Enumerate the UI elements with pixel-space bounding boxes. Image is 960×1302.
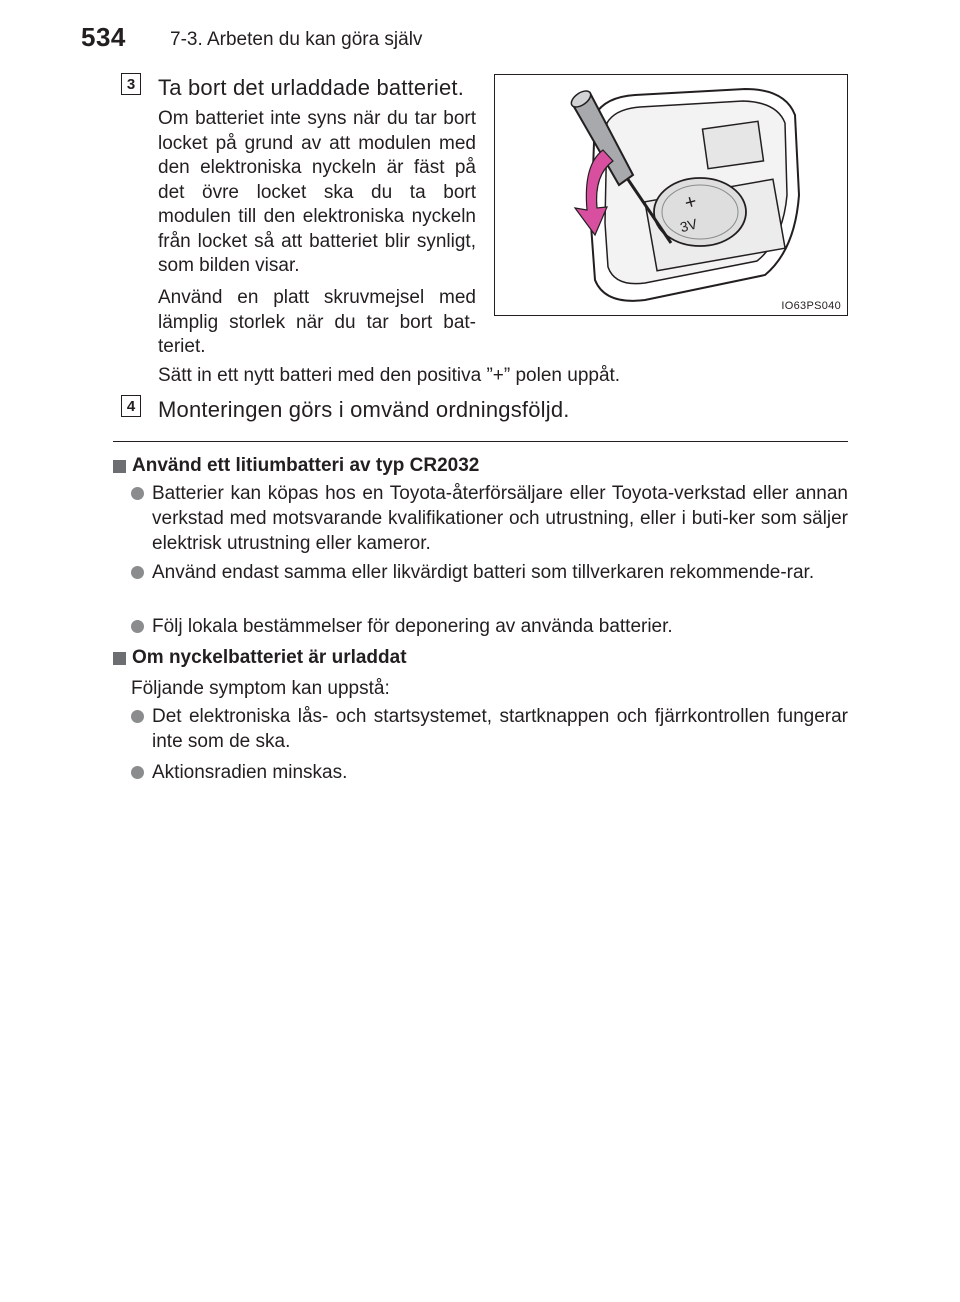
battery-plus-label: + — [682, 190, 700, 215]
note-2-title: Om nyckelbatteriet är urladdat — [132, 647, 407, 668]
dot-bullet-icon — [131, 766, 144, 779]
note-1-title: Använd ett litiumbatteri av typ CR2032 — [132, 455, 480, 476]
bullet-text: Batterier kan köpas hos en Toyota-återförsäljare eller Toyota-verkstad eller annan verkstad med motsvarande kvalifikationer och utrustning, eller i buti-ker som säljer elektrisk utrustning eller kameror. — [152, 483, 848, 554]
square-bullet-icon — [113, 652, 126, 665]
key-module — [702, 121, 763, 168]
note-2-heading — [113, 647, 407, 669]
square-bullet-icon — [113, 460, 126, 473]
note-1-bullet-3 — [131, 614, 848, 639]
step-3-para-1: Om batteriet inte syns när du tar bort locket på grund av att modulen med den elektroniska nyckeln är fäst på det övre locket ska du ta bort modulen till den elektroniska nyckeln från locket så att batteriet blir synligt, som bilden visar. — [158, 108, 476, 276]
battery-removal-figure — [494, 74, 848, 316]
note-1-bullet-1 — [131, 481, 848, 556]
bullet-text: Använd endast samma eller likvärdigt batteri som tillverkaren rekommende-rar. — [152, 562, 815, 583]
step-4-badge: 4 — [121, 395, 141, 417]
battery-voltage-label: 3V — [678, 215, 699, 236]
dot-bullet-icon — [131, 566, 144, 579]
dot-bullet-icon — [131, 487, 144, 500]
figure-code: IO63PS040 — [781, 300, 841, 312]
note-2-intro: Följande symptom kan uppstå: — [131, 678, 390, 699]
step-4-heading: Monteringen görs i omvänd ordningsföljd. — [158, 397, 570, 422]
note-1-bullet-2 — [131, 560, 848, 585]
bullet-text: Det elektroniska lås- och startsystemet, startknappen och fjärrkontrollen fungerar inte som de ska. — [152, 706, 848, 752]
note-2-bullet-2 — [131, 760, 848, 785]
dot-bullet-icon — [131, 620, 144, 633]
dot-bullet-icon — [131, 710, 144, 723]
page-number: 534 — [81, 22, 126, 52]
section-divider — [113, 441, 848, 442]
step-3-heading: Ta bort det urladdade batteriet. — [158, 75, 465, 100]
key-fob-illustration — [495, 75, 848, 316]
step-3-para-3: Sätt in ett nytt batteri med den positiva ”+” polen uppåt. — [158, 365, 621, 386]
step-3-para-2: Använd en platt skruvmejsel med lämplig storlek när du tar bort bat-teriet. — [158, 287, 476, 357]
section-header: 7-3. Arbeten du kan göra själv — [170, 29, 423, 50]
bullet-text: Aktionsradien minskas. — [152, 762, 348, 783]
note-2-bullet-1 — [131, 704, 848, 754]
bullet-text: Följ lokala bestämmelser för deponering av använda batterier. — [152, 616, 673, 637]
step-3-badge: 3 — [121, 73, 141, 95]
note-1-heading — [113, 455, 479, 477]
